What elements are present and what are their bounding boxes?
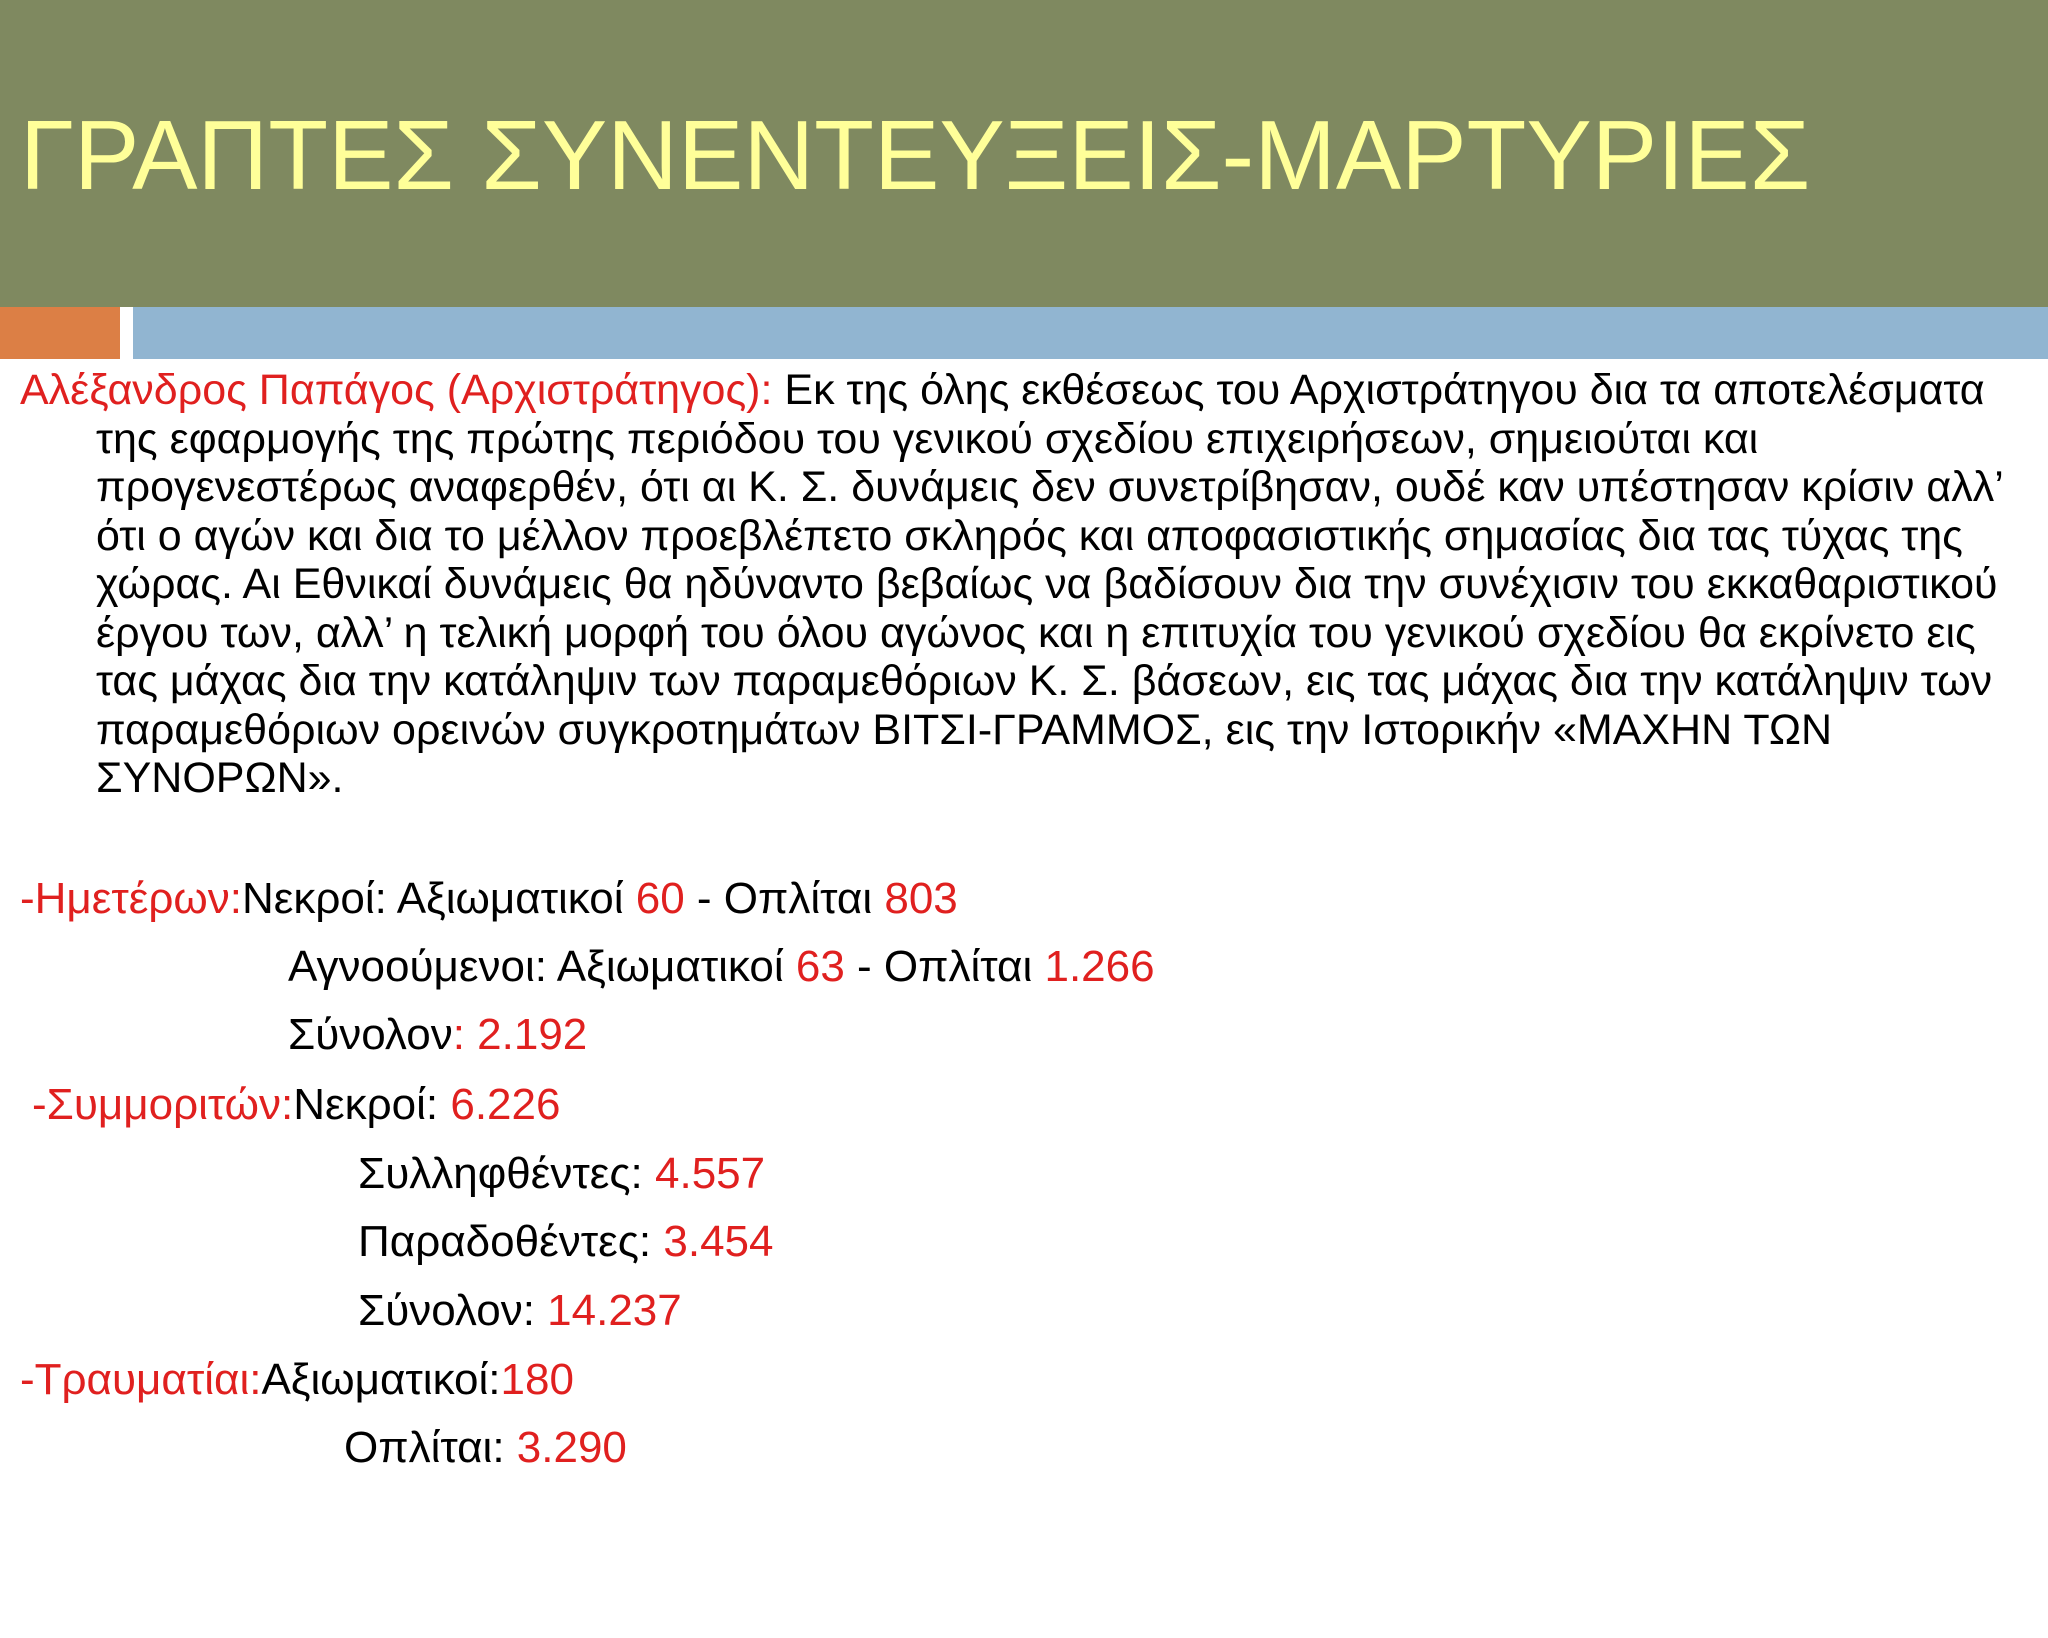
ours-dead-officers: 60 [635, 874, 685, 923]
bandits-dead-line [32, 1079, 560, 1131]
bandits-total-line [358, 1285, 682, 1337]
wounded-soldiers-value: 3.290 [516, 1423, 627, 1472]
bandits-surrendered-line [358, 1216, 774, 1268]
ours-missing-soldiers: 1.266 [1044, 942, 1155, 991]
bandits-dead-value: 6.226 [450, 1080, 561, 1129]
wounded-soldiers-line [344, 1422, 627, 1474]
speaker-name: Αλέξανδρος Παπάγος (Αρχιστράτηγος): [20, 366, 773, 414]
ours-missing-officers: 63 [795, 942, 845, 991]
wounded-officers-value: 180 [500, 1355, 574, 1404]
bandits-surrendered-label: Παραδοθέντες: [358, 1217, 664, 1266]
wounded-soldiers-label: Οπλίται: [344, 1423, 517, 1472]
ours-total-line [288, 1009, 587, 1061]
intro-paragraph [0, 366, 2026, 803]
wounded-officers-label: Αξιωματικοί: [261, 1355, 501, 1404]
bandits-total-value: 14.237 [547, 1286, 682, 1335]
bandits-dead-label: Νεκροί: [293, 1080, 451, 1129]
wounded-label: -Τραυματίαι: [20, 1355, 262, 1404]
ours-missing-label: Αγνοούμενοι: Αξιωματικοί [288, 942, 796, 991]
ours-total-label: Σύνολον [288, 1010, 453, 1059]
bandits-label: -Συμμοριτών: [32, 1080, 294, 1129]
slide-title: ΓΡΑΠΤΕΣ ΣΥΝΕΝΤΕΥΞΕΙΣ-ΜΑΡΤΥΡΙΕΣ [20, 100, 1811, 210]
ours-missing-line [288, 941, 1155, 993]
bandits-captured-value: 4.557 [655, 1149, 766, 1198]
ours-dead-soldiers: 803 [884, 874, 958, 923]
bandits-total-label: Σύνολον: [358, 1286, 548, 1335]
ours-missing-sep: - Οπλίται [844, 942, 1045, 991]
accent-bar-orange [0, 307, 120, 359]
title-band [0, 0, 2048, 307]
wounded-officers-line [20, 1354, 574, 1406]
ours-dead-label: Νεκροί: Αξιωματικοί [242, 874, 636, 923]
bandits-surrendered-value: 3.454 [663, 1217, 774, 1266]
accent-bar-blue [133, 307, 2048, 359]
intro-text: Εκ της όλης εκθέσεως του Αρχιστράτηγου δια τα αποτελέσματα της εφαρμογής της πρώτης περιόδου του γενικού σχεδίου επιχειρήσεων, σημειούται και προγενεστέρως αναφερθέν, ότι αι Κ. Σ. δυνάμεις δεν συνετρίβησαν, ουδέ καν υπέστησαν κρίσιν αλλ’ ότι ο αγών και δια το μέλλον προεβλέπετο σκληρός και αποφασιστικής σημασίας δια τας τύχας της χώρας. Αι Εθνικαί δυνάμεις θα ηδύναντο βεβαίως να βαδίσουν δια την συνέχισιν του εκκαθαριστικού έργου των, αλλ’ η τελική μορφή του όλου αγώνος και η επιτυχία του γενικού σχεδίου θα εκρίνετο εις τας μάχας δια την κατάληψιν των παραμεθόριων Κ. Σ. βάσεων, εις τας μάχας δια την κατάληψιν των παραμεθόριων ορεινών συγκροτημάτων ΒΙΤΣΙ-ΓΡΑΜΜΟΣ, εις την Ιστορικήν «ΜΑΧΗΝ ΤΩΝ ΣΥΝΟΡΩΝ». [96, 366, 2003, 802]
ours-label: -Ημετέρων: [20, 874, 242, 923]
ours-dead-sep: - Οπλίται [684, 874, 885, 923]
bandits-captured-label: Συλληφθέντες: [358, 1149, 655, 1198]
bandits-captured-line [358, 1148, 765, 1200]
ours-total-value: : 2.192 [452, 1010, 588, 1059]
ours-dead-line [20, 873, 958, 925]
slide-body [0, 366, 2040, 803]
